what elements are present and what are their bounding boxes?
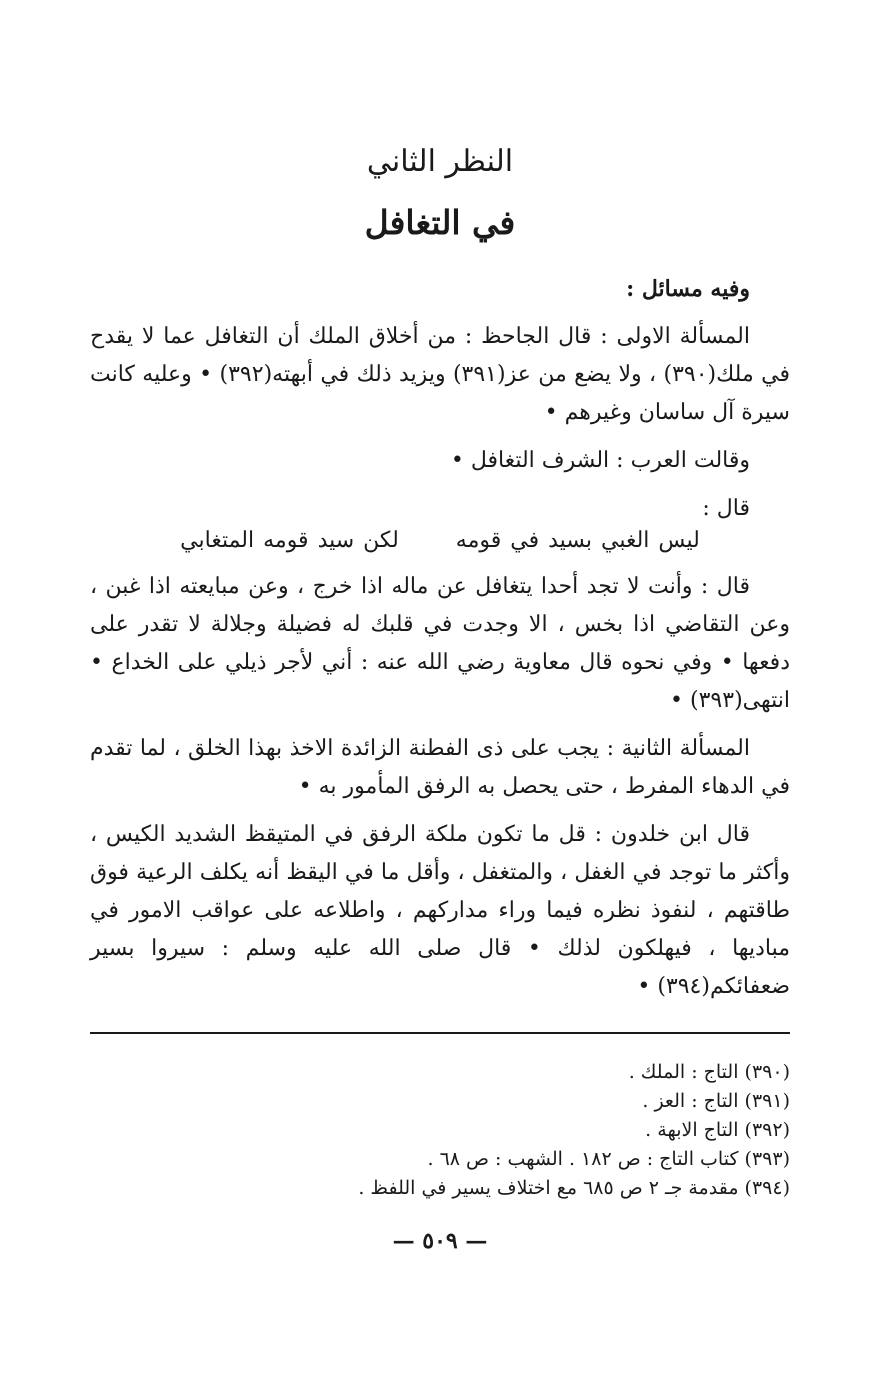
main-text	[90, 270, 790, 1016]
paragraph-jahiz-quote: قال : وأنت لا تجد أحدا يتغافل عن ماله اذا خرج ، وعن مبايعته اذا غبن ، وعن التقاضي اذا بخس ، الا وجدت في قلبك له فضيلة وجلالة لا تقدر على دفعها • وفي نحوه قال معاوية رضي الله عنه : أني لأجر ذيلي على الخداع • انتهى(٣٩٣) •	[90, 574, 790, 713]
footnotes-list	[90, 1058, 790, 1203]
footnote-item: (٣٩٤) مقدمة جـ ٢ ص ٦٨٥ مع اختلاف يسير في اللفظ .	[358, 1177, 790, 1199]
paragraph-arab-saying: وقالت العرب : الشرف التغافل •	[450, 448, 750, 473]
paragraph-first-issue: المسألة الاولى : قال الجاحظ : من أخلاق الملك أن التغافل عما لا يقدح في ملك(٣٩٠) ، ولا يضع من عز(٣٩١) ويزيد ذلك في أبهته(٣٩٢) • وعليه كانت سيرة آل ساسان وغيرهم •	[90, 324, 790, 425]
section-heading: النظر الثاني	[366, 144, 514, 179]
paragraph-ibn-khaldun: قال ابن خلدون : قل ما تكون ملكة الرفق في المتيقظ الشديد الكيس ، وأكثر ما توجد في الغفل ، والمتغفل ، وأقل ما في اليقظ أنه يكلف الرعية فوق طاقتهم ، لنفوذ نظره فيما وراء مداركهم ، واطلاعه على عواقب الامور في مباديها ، فيهلكون لذلك • قال صلى الله عليه وسلم : سيروا بسير ضعفائكم(٣٩٤) •	[90, 822, 790, 999]
poetry-verse	[90, 522, 790, 560]
footnote-item: (٣٩٢) التاج الابهة .	[645, 1119, 790, 1141]
intro-line: وفيه مسائل :	[626, 276, 750, 302]
paragraph-verse-intro: قال :	[702, 496, 750, 521]
verse-second-hemistich: لكن سيد قومه المتغابي	[180, 528, 399, 553]
footnote-divider	[90, 1032, 790, 1034]
footnote-item: (٣٩٠) التاج : الملك .	[628, 1061, 790, 1083]
footnote-item: (٣٩٣) كتاب التاج : ص ١٨٢ . الشهب : ص ٦٨ .	[427, 1148, 790, 1170]
footnote-item: (٣٩١) التاج : العز .	[642, 1090, 790, 1112]
page-title: في التغافل	[364, 203, 516, 242]
paragraph-second-issue: المسألة الثانية : يجب على ذى الفطنة الزائدة الاخذ بهذا الخلق ، لما تقدم في الدهاء المفرط ، حتى يحصل به الرفق المأمور به •	[90, 736, 790, 799]
page-number: — ٥٠٩ —	[392, 1228, 488, 1254]
book-page	[90, 0, 790, 1376]
verse-first-hemistich: ليس الغبي بسيد في قومه	[455, 528, 700, 553]
